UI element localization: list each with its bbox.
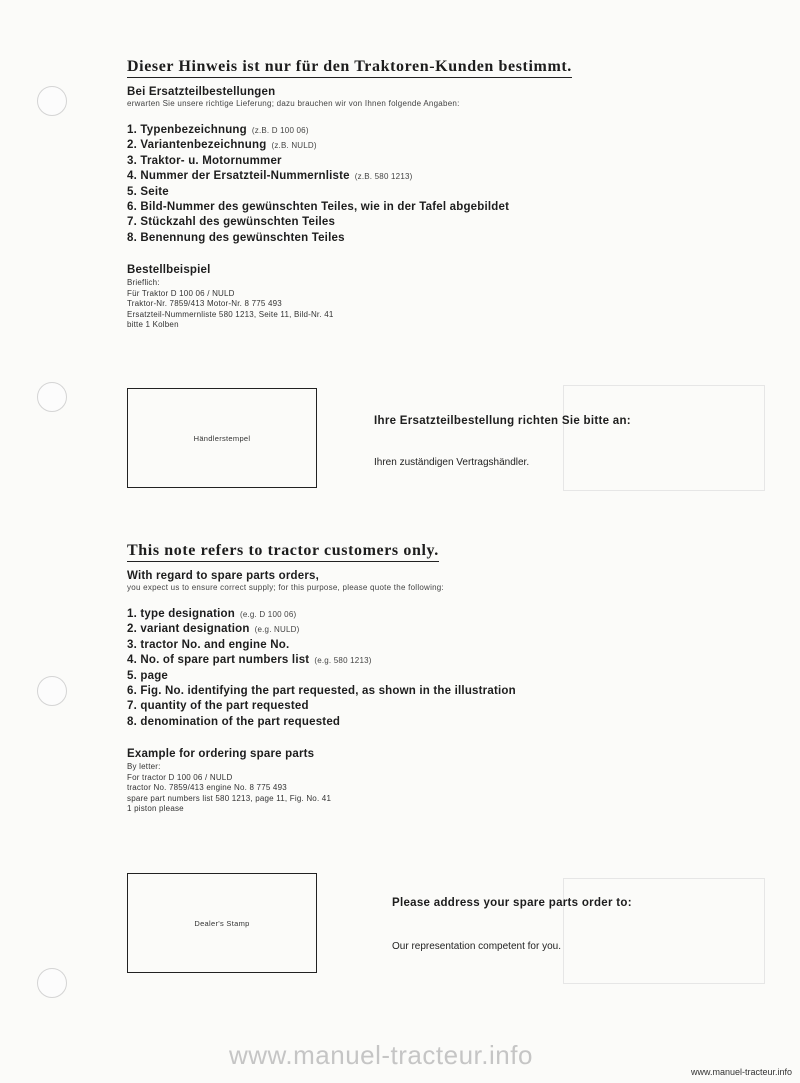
list-item: 4. Nummer der Ersatzteil-Nummernliste (z.B. 580 1213) [127,170,413,183]
punch-hole-top [37,86,67,116]
example-line: Brieflich: [127,278,160,288]
english-address-heading: Please address your spare parts order to: [392,897,632,909]
list-item: 5. page [127,669,169,682]
show-through-box-upper [563,385,765,491]
list-item: 6. Bild-Nummer des gewünschten Teiles, wie in der Tafel abgebildet [127,201,510,214]
german-requirements-list [127,123,667,246]
site-watermark: www.manuel-tracteur.info [229,1040,533,1070]
example-line: For tractor D 100 06 / NULD [127,772,233,782]
punch-hole-bottom [37,968,67,998]
german-example-title: Bestellbeispiel [127,264,211,277]
punch-hole-lower [37,676,67,706]
english-heading: This note refers to tractor customers only. [127,542,439,562]
list-item: 8. Benennung des gewünschten Teiles [127,231,345,244]
english-dealer-stamp-box [127,873,317,973]
english-notice [127,542,667,815]
english-example-title: Example for ordering spare parts [127,748,315,761]
example-line: bitte 1 Kolben [127,320,179,330]
german-dealer-stamp-box [127,388,317,488]
german-example-lines [127,278,667,331]
example-line: By letter: [127,762,161,772]
english-stamp-label: Dealer's Stamp [194,918,250,928]
english-requirements-list [127,607,667,730]
list-item: 6. Fig. No. identifying the part requested, as shown in the illustration [127,685,516,698]
german-subheading: Bei Ersatzteilbestellungen [127,86,276,98]
site-watermark-small: www.manuel-tracteur.info [690,1067,792,1077]
german-address-heading: Ihre Ersatzteilbestellung richten Sie bitte an: [374,415,631,427]
list-item: 7. quantity of the part requested [127,700,309,713]
example-line: spare part numbers list 580 1213, page 11, Fig. No. 41 [127,793,332,803]
list-item: 2. Variantenbezeichnung (z.B. NULD) [127,139,317,152]
show-through-box-lower [563,878,765,984]
german-stamp-label: Händlerstempel [193,433,251,443]
english-address-dealer: Our representation competent for you. [392,941,561,952]
list-item: 2. variant designation (e.g. NULD) [127,623,300,636]
list-item: 8. denomination of the part requested [127,715,341,728]
example-line: Ersatzteil-Nummernliste 580 1213, Seite 11, Bild-Nr. 41 [127,309,334,319]
english-subheading: With regard to spare parts orders, [127,570,320,582]
list-item: 5. Seite [127,185,169,198]
example-line: Traktor-Nr. 7859/413 Motor-Nr. 8 775 493 [127,299,282,309]
list-item: 7. Stückzahl des gewünschten Teiles [127,216,336,229]
list-item: 3. Traktor- u. Motornummer [127,154,282,167]
example-line: tractor No. 7859/413 engine No. 8 775 493 [127,783,287,793]
german-notice [127,58,667,331]
list-item: 3. tractor No. and engine No. [127,638,290,651]
german-address-dealer: Ihren zuständigen Vertragshändler. [374,457,530,468]
example-line: 1 piston please [127,804,184,814]
german-heading: Dieser Hinweis ist nur für den Traktoren-Kunden bestimmt. [127,58,572,78]
german-intro: erwarten Sie unsere richtige Lieferung; dazu brauchen wir von Ihnen folgende Angaben: [127,99,460,108]
list-item: 1. type designation (e.g. D 100 06) [127,608,297,620]
list-item: 1. Typenbezeichnung (z.B. D 100 06) [127,124,309,136]
english-example-lines [127,762,667,815]
list-item: 4. No. of spare part numbers list (e.g. 580 1213) [127,654,372,667]
example-line: Für Traktor D 100 06 / NULD [127,288,235,298]
english-intro: you expect us to ensure correct supply; for this purpose, please quote the following: [127,583,444,592]
punch-hole-upper [37,382,67,412]
